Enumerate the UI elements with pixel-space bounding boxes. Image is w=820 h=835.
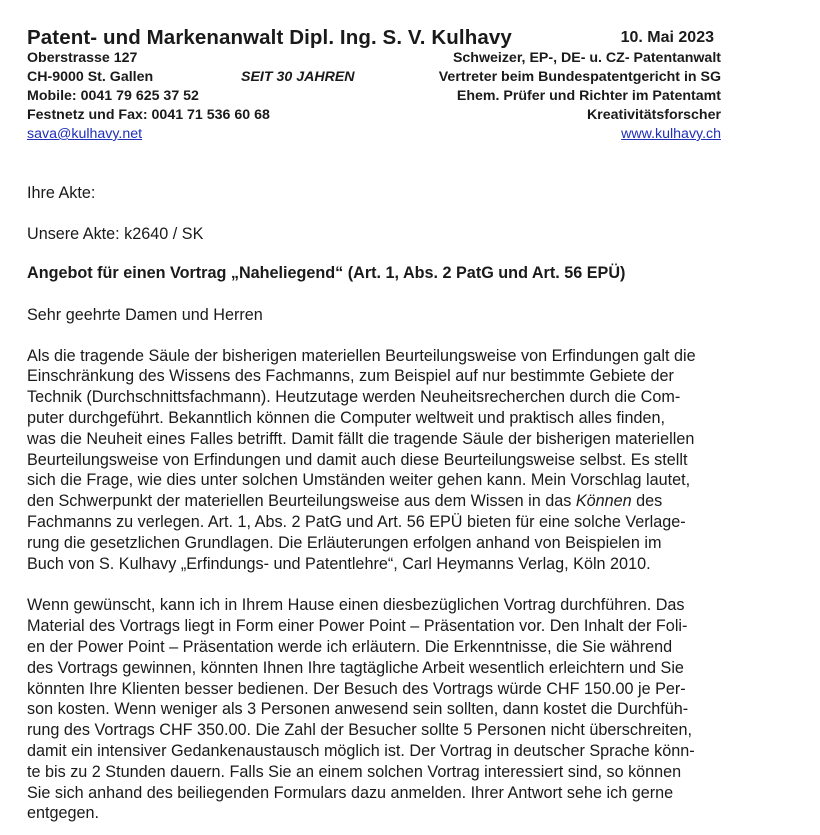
salutation: Sehr geehrte Damen und Herren (27, 305, 263, 324)
sender-title-2: Vertreter beim Bundespatentgericht in SG (438, 69, 721, 85)
paragraph-line: puter durchgeführt. Bekanntlich können die Computer weltweit und praktisch alles finden, (27, 409, 665, 428)
paragraph-line: Fachmanns zu verlegen. Art. 1, Abs. 2 PatG und Art. 56 EPÜ bieten für eine solche Verlage- (27, 513, 686, 532)
paragraph-line-segment: des (631, 492, 663, 511)
letter-subject: Angebot für einen Vortrag „Naheliegend“ (Art. 1, Abs. 2 PatG und Art. 56 EPÜ) (27, 264, 626, 283)
sender-phone-fax: Festnetz und Fax: 0041 71 536 60 68 (27, 107, 270, 123)
email-link[interactable]: sava@kulhavy.net (27, 126, 143, 142)
paragraph-line: was die Neuheit eines Falles betrifft. Damit fällt die tragende Säule der bisherigen materiellen (27, 429, 695, 448)
paragraph-line: Material des Vortrags liegt in Form einer Power Point – Präsentation vor. Den Inhalt der Foli- (27, 617, 688, 636)
website-link[interactable]: www.kulhavy.ch (621, 126, 721, 142)
paragraph-line: Buch von S. Kulhavy „Erfindungs- und Patentlehre“, Carl Heymanns Verlag, Köln 2010. (27, 554, 651, 573)
paragraph-line: son kosten. Wenn weniger als 3 Personen anwesend sein sollten, dann kostet die Durchfüh- (27, 700, 689, 719)
paragraph-line: Wenn gewünscht, kann ich in Ihrem Hause einen diesbezüglichen Vortrag durchführen. Das (27, 596, 685, 615)
paragraph-line: könnten Ihre Klienten besser bedienen. Der Besuch des Vortrags würde CHF 150.00 je Per- (27, 679, 686, 698)
sender-street: Oberstrasse 127 (27, 50, 138, 66)
paragraph-line: Technik (Durchschnittsfachmann). Heutzutage werden Neuheitsrecherchen durch die Com- (27, 388, 681, 407)
paragraph-2 (27, 595, 787, 824)
paragraph-line: Sie sich anhand des beiliegenden Formulars dazu anmelden. Ihrer Antwort sehe ich gerne (27, 783, 674, 802)
sender-name: Patent- und Markenanwalt Dipl. Ing. S. V. Kulhavy (27, 26, 512, 49)
sender-title-3: Ehem. Prüfer und Richter im Patentamt (456, 88, 721, 104)
paragraph-line: te bis zu 2 Stunden dauern. Falls Sie an einem solchen Vortrag interessiert sind, so können (27, 762, 682, 781)
paragraph-line: des Vortrags gewinnen, könnten Ihnen Ihre tagtägliche Arbeit wesentlich erleichtern und Sie (27, 658, 684, 677)
letter-date: 10. Mai 2023 (620, 29, 714, 46)
sender-slogan: SEIT 30 JAHREN (241, 69, 355, 85)
paragraph-line: rung die gesetzlichen Grundlagen. Die Erläuterungen erfolgen anhand von Beispielen im (27, 533, 662, 552)
your-reference: Ihre Akte: (27, 184, 96, 202)
our-reference: Unsere Akte: k2640 / SK (27, 225, 204, 244)
paragraph-line: Beurteilungsweise von Erfindungen und damit auch diese Beurteilungsweise selbst. Es stellt (27, 450, 688, 469)
paragraph-line: damit ein intensiver Gedankenaustausch möglich ist. Der Vortrag in deutscher Sprache könn- (27, 742, 695, 761)
paragraph-line: sich die Frage, wie dies unter solchen Umständen weiter gehen kann. Mein Vorschlag lautet, (27, 471, 691, 490)
letterhead (27, 26, 721, 145)
paragraph-line: Als die tragende Säule der bisherigen materiellen Beurteilungsweise von Erfindungen galt die (27, 346, 696, 365)
paragraph-line (27, 491, 787, 512)
sender-mobile: Mobile: 0041 79 625 37 52 (27, 88, 199, 104)
paragraph-line: entgegen. (27, 804, 100, 823)
letterhead-row-1 (27, 50, 721, 69)
sender-city: CH-9000 St. Gallen (27, 69, 154, 85)
paragraph-1 (27, 346, 787, 575)
letter-body (27, 183, 787, 824)
letterhead-top-row (27, 26, 721, 50)
letterhead-row-5 (27, 126, 721, 145)
paragraph-line-segment: den Schwerpunkt der materiellen Beurteilungsweise aus dem Wissen in das (27, 492, 576, 511)
paragraph-line: en der Power Point – Präsentation werde ich erläutern. Die Erkenntnisse, die Sie während (27, 638, 673, 657)
letterhead-row-3 (27, 88, 721, 107)
sender-title-4: Kreativitätsforscher (586, 107, 721, 123)
letterhead-row-4 (27, 107, 721, 126)
letterhead-row-2 (27, 69, 721, 88)
paragraph-line: Einschränkung des Wissens des Fachmanns, zum Beispiel auf nur bestimmte Gebiete der (27, 367, 674, 386)
emphasized-word: Können (575, 492, 632, 511)
sender-title-1: Schweizer, EP-, DE- u. CZ- Patentanwalt (452, 50, 721, 66)
paragraph-line: rung des Vortrags CHF 350.00. Die Zahl der Besucher sollte 5 Personen nicht überschreiten, (27, 721, 692, 740)
